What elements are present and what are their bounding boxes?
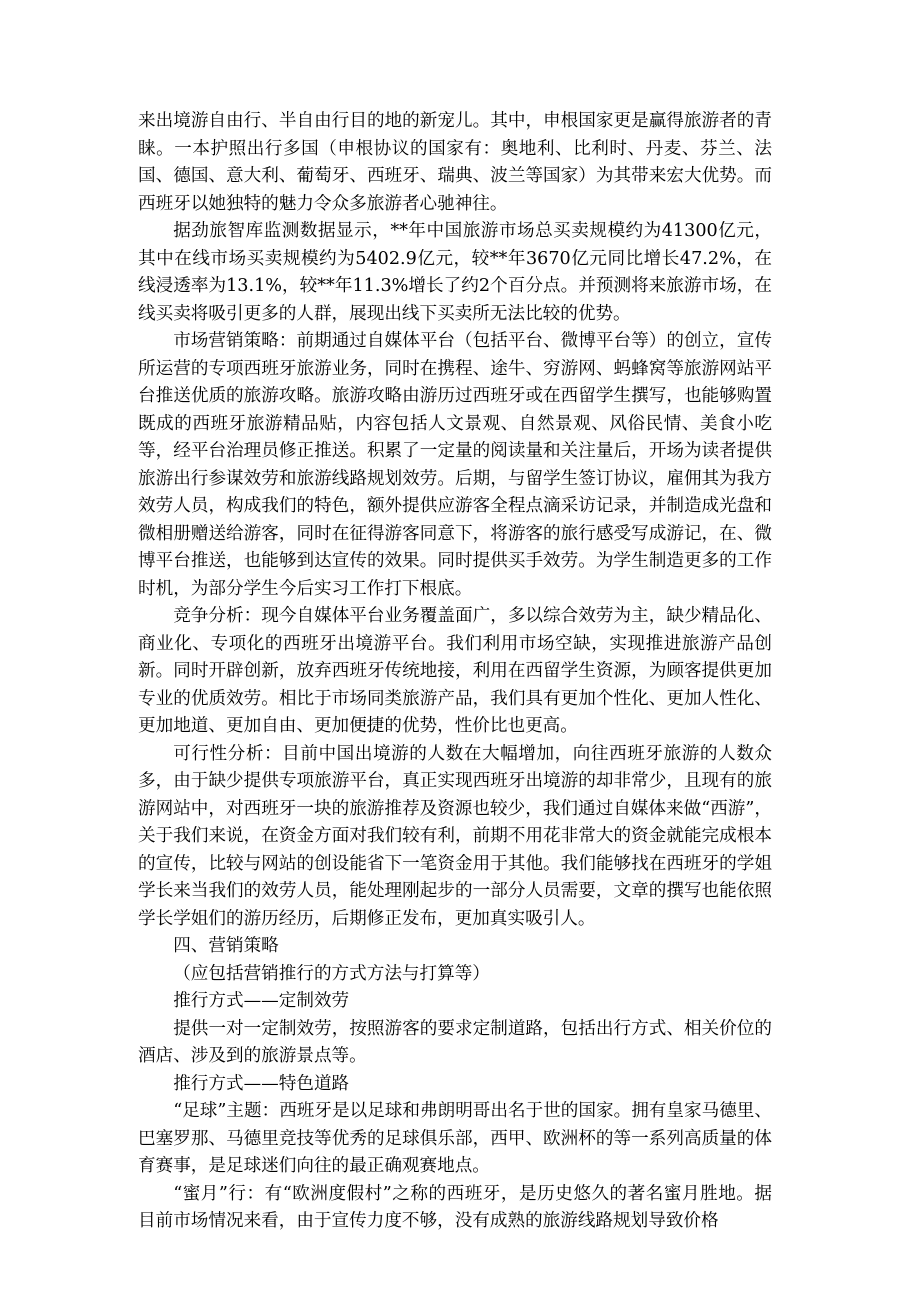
section-note: （应包括营销推行的方式方法与打算等）: [173, 963, 490, 984]
paragraph-feasibility-analysis: 可行性分析：目前中国出境游的人数在大幅增加，向往西班牙旅游的人数众多，由于缺少提供专项旅游平台，真正实现西班牙出境游的却非常少，且现有的旅游网站中，对西班牙一块的旅游推荐及资源也较少，我们通过自媒体来做“西游”，关于我们来说，在资金方面对我们较有利，前期不用花非常大的资金就能完成根本的宣传，比较与网站的创设能省下一笔资金用于其他。我们能够找在西班牙的学姐学长来当我们的效劳人员，能处理刚起步的一部分人员需要，文章的撰写也能依照学长学姐们的游历经历，后期修正发布，更加真实吸引人。: [138, 743, 772, 929]
paragraph-honeymoon-theme: “蜜月”行：有“欧洲度假村”之称的西班牙，是历史悠久的著名蜜月胜地。据目前市场情况来看，由于宣传力度不够，没有成熟的旅游线路规划导致价格: [138, 1183, 772, 1231]
paragraph-marketing-strategy: 市场营销策略：前期通过自媒体平台（包括平台、微博平台等）的创立，宣传所运营的专项西班牙旅游业务，同时在携程、途牛、穷游网、蚂蜂窝等旅游网站平台推送优质的旅游攻略。旅游攻略由游历过西班牙或在西留学生撰写，也能够购置既成的西班牙旅游精品贴，内容包括人文景观、自然景观、风俗民情、美食小吃等，经平台治理员修正推送。积累了一定量的阅读量和关注量后，开场为读者提供旅游出行参谋效劳和旅游线路规划效劳。后期，与留学生签订协议，雇佣其为我方效劳人员，构成我们的特色，额外提供应游客全程点滴采访记录，并制造成光盘和微相册赠送给游客，同时在征得游客同意下，将游客的旅行感受写成游记，在、微博平台推送，也能够到达宣传的效果。同时提供买手效劳。为学生制造更多的工作时机，为部分学生今后实习工作打下根底。: [138, 331, 772, 599]
section-heading-marketing: 四、营销策略: [173, 936, 279, 956]
paragraph-competition-analysis: 竞争分析：现今自媒体平台业务覆盖面广，多以综合效劳为主，缺少精品化、商业化、专项化的西班牙出境游平台。我们利用市场空缺，实现推进旅游产品创新。同时开辟创新，放弃西班牙传统地接，利用在西留学生资源，为顾客提供更加专业的优质效劳。相比于市场同类旅游产品，我们具有更加个性化、更加人性化、更加地道、更加自由、更加便捷的优势，性价比也更高。: [138, 606, 772, 736]
paragraph-market-data: 据劲旅智库监测数据显示，**年中国旅游市场总买卖规模约为41300亿元，其中在线市场买卖规模约为5402.9亿元，较**年3670亿元同比增长47.2%，在线浸透率为13.1%，较**年11.3%增长了约2个百分点。并预测将来旅游市场，在线买卖将吸引更多的人群，展现出线下买卖所无法比较的优势。: [138, 221, 772, 324]
subheading-custom-service: 推行方式——定制效劳: [173, 991, 350, 1011]
paragraph-football-theme: “足球”主题：西班牙是以足球和弗朗明哥出名于世的国家。拥有皇家马德里、巴塞罗那、马德里竞技等优秀的足球俱乐部，西甲、欧洲杯的等一系列高质量的体育赛事，是足球迷们向往的最正确观赛地点。: [138, 1101, 772, 1176]
paragraph-custom-service: 提供一对一定制效劳，按照游客的要求定制道路，包括出行方式、相关价位的酒店、涉及到的旅游景点等。: [138, 1018, 772, 1066]
document-body: [138, 108, 772, 1236]
subheading-feature-routes: 推行方式——特色道路: [173, 1073, 350, 1094]
paragraph-intro: 来出境游自由行、半自由行目的地的新宠儿。其中，申根国家更是赢得旅游者的青睐。一本护照出行多国（申根协议的国家有：奥地利、比利时、丹麦、芬兰、法国、德国、意大利、葡萄牙、西班牙、瑞典、波兰等国家）为其带来宏大优势。而西班牙以她独特的魅力令众多旅游者心驰神往。: [138, 111, 772, 214]
